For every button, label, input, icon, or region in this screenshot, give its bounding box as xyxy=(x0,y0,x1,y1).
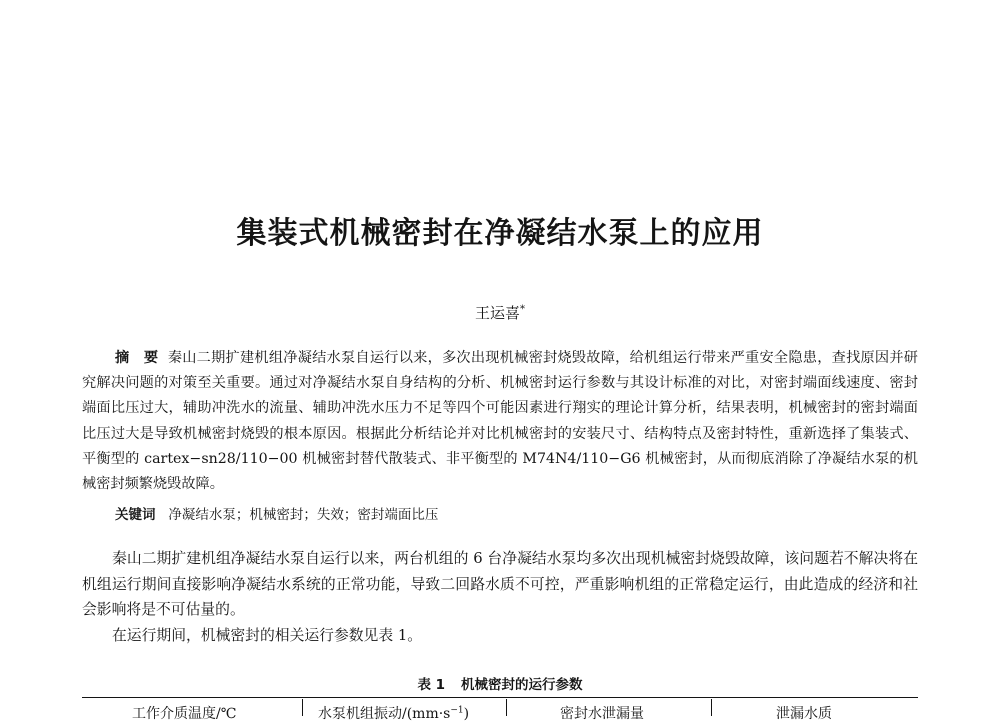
table-column-separator xyxy=(506,699,507,716)
keywords-text: 净凝结水泵；机械密封；失效；密封端面比压 xyxy=(168,507,439,523)
table-header-leakage: 密封水泄漏量 xyxy=(560,706,644,722)
table-header-vibration-exponent: −1 xyxy=(450,705,464,716)
table-header-temperature: 工作介质温度/℃ xyxy=(132,706,237,722)
table-top-rule xyxy=(82,697,918,698)
table-header-vibration-text: 水泵机组振动/(mm·s xyxy=(318,706,451,722)
abstract-text: 秦山二期扩建机组净凝结水泵自运行以来，多次出现机械密封烧毁故障，给机组运行带来严重安全隐患，查找原因并研究解决问题的对策至关重要。通过对净凝结水泵自身结构的分析、机械密封运行参数与其设计标准的对比，对密封端面线速度、密封端面比压过大，辅助冲洗水的流量、辅助冲洗水压力不足等四个可能因素进行翔实的理论计算分析，结果表明，机械密封的密封端面比压过大是导致机械密封烧毁的根本原因。根据此分析结论并对比机械密封的安装尺寸、结构特点及密封特性，重新选择了集装式、平衡型的 cartex−sn28/110−00 机械密封替代散装式、非平衡型的 M74N4/110−G6 机械密封，从而彻底消除了净凝结水泵的机械密封频繁烧毁故障。 xyxy=(82,350,918,493)
author-name: 王运喜 xyxy=(474,304,520,322)
table-caption-title: 机械密封的运行参数 xyxy=(461,677,583,693)
author-line xyxy=(0,302,1000,323)
abstract-label: 摘 要 xyxy=(115,350,159,366)
keywords xyxy=(115,504,915,526)
keywords-label: 关键词 xyxy=(115,507,156,523)
table-caption xyxy=(0,673,1000,693)
body-paragraph-1: 秦山二期扩建机组净凝结水泵自运行以来，两台机组的 6 台净凝结水泵均多次出现机械密封烧毁故障，该问题若不解决将在机组运行期间直接影响净凝结水系统的正常功能，导致二回路水质不可控，严重影响机组的正常稳定运行，由此造成的经济和社会影响将是不可估量的。 xyxy=(82,550,918,618)
table-header-vibration xyxy=(318,703,469,723)
table-header-vibration-close: ) xyxy=(463,706,470,722)
author-footnote-mark: * xyxy=(520,304,525,315)
table-column-separator xyxy=(302,699,303,716)
table-header-water-quality: 泄漏水质 xyxy=(776,706,832,722)
paper-title: 集装式机械密封在净凝结水泵上的应用 xyxy=(236,216,764,251)
table-caption-number: 表 1 xyxy=(417,677,446,693)
abstract xyxy=(82,346,918,497)
table-column-separator xyxy=(711,699,712,716)
body-paragraph-2: 在运行期间，机械密封的相关运行参数见表 1。 xyxy=(112,627,423,644)
